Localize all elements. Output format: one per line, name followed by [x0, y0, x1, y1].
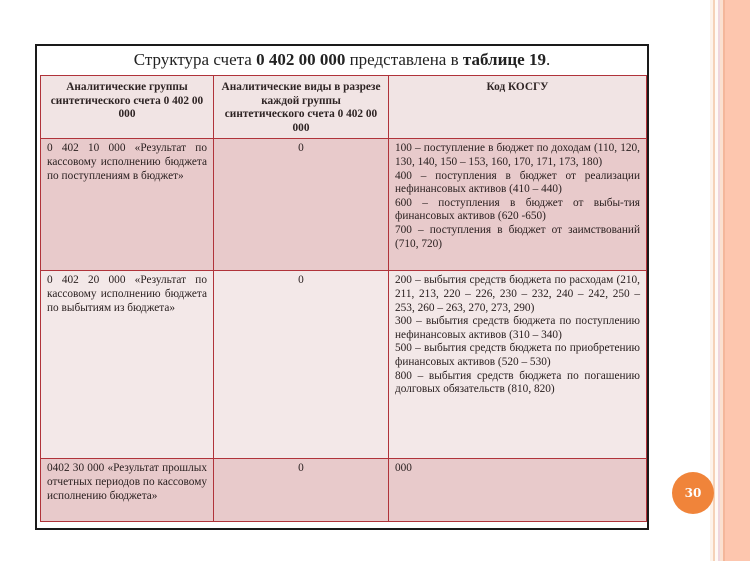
- kosgu-entry: 700 – поступления в бюджет от заимствований (710, 720): [395, 223, 640, 250]
- kosgu-entry: 600 – поступления в бюджет от выбы-тия финансовых активов (620 -650): [395, 196, 640, 223]
- slide-frame: [35, 44, 649, 530]
- cell-kosgu: [389, 459, 647, 522]
- kosgu-entry: 800 – выбытия средств бюджета по погашению долговых обязательств (810, 820): [395, 369, 640, 396]
- cell-kosgu: [389, 139, 647, 271]
- kosgu-entry: 000: [395, 462, 412, 475]
- title-text: Структура счета: [133, 50, 257, 69]
- kosgu-entry: 400 – поступления в бюджет от реализации нефинансовых активов (410 – 440): [395, 169, 640, 196]
- cell-group: 0 402 10 000 «Результат по кассовому исполнению бюджета по поступлениям в бюджет»: [41, 139, 214, 271]
- cell-kind: 0: [214, 139, 389, 271]
- cell-kind: 0: [214, 459, 389, 522]
- header-analytic-kinds: Аналитические виды в разрезе каждой группы синтетического счета 0 402 00 000: [214, 76, 389, 139]
- cell-kosgu: [389, 271, 647, 459]
- kosgu-entry: 200 – выбытия средств бюджета по расходам (210, 211, 213, 220 – 226, 230 – 232, 240 – 242, 250 – 253, 260 – 263, 270, 273, 290): [395, 274, 640, 314]
- slide-title: [37, 50, 647, 70]
- cell-group: 0402 30 000 «Результат прошлых отчетных периодов по кассовому исполнению бюджета»: [41, 459, 214, 522]
- decorative-side-stripes: [710, 0, 750, 561]
- header-kosgu-code: Код КОСГУ: [389, 76, 647, 139]
- table-row: [41, 459, 647, 522]
- cell-kind: 0: [214, 271, 389, 459]
- title-text: представлена в: [345, 50, 463, 69]
- table-header-row: [41, 76, 647, 139]
- table-row: [41, 271, 647, 459]
- title-text: .: [545, 50, 551, 69]
- account-structure-table: [40, 75, 647, 522]
- cell-group: 0 402 20 000 «Результат по кассовому исполнению бюджета по выбытиям из бюджета»: [41, 271, 214, 459]
- page-number-badge: 30: [672, 472, 714, 514]
- title-table-ref: таблице 19: [462, 50, 546, 69]
- kosgu-entry: 500 – выбытия средств бюджета по приобретению финансовых активов (520 – 530): [395, 342, 640, 368]
- header-analytic-groups: Аналитические группы синтетического счета 0 402 00 000: [41, 76, 214, 139]
- kosgu-entry: 100 – поступление в бюджет по доходам (110, 120, 130, 140, 150 – 153, 160, 170, 171, 173, 180): [395, 142, 640, 168]
- kosgu-entry: 300 – выбытия средств бюджета по поступлению нефинансовых активов (310 – 340): [395, 315, 640, 341]
- table-row: [41, 139, 647, 271]
- title-account-number: 0 402 00 000: [256, 50, 346, 69]
